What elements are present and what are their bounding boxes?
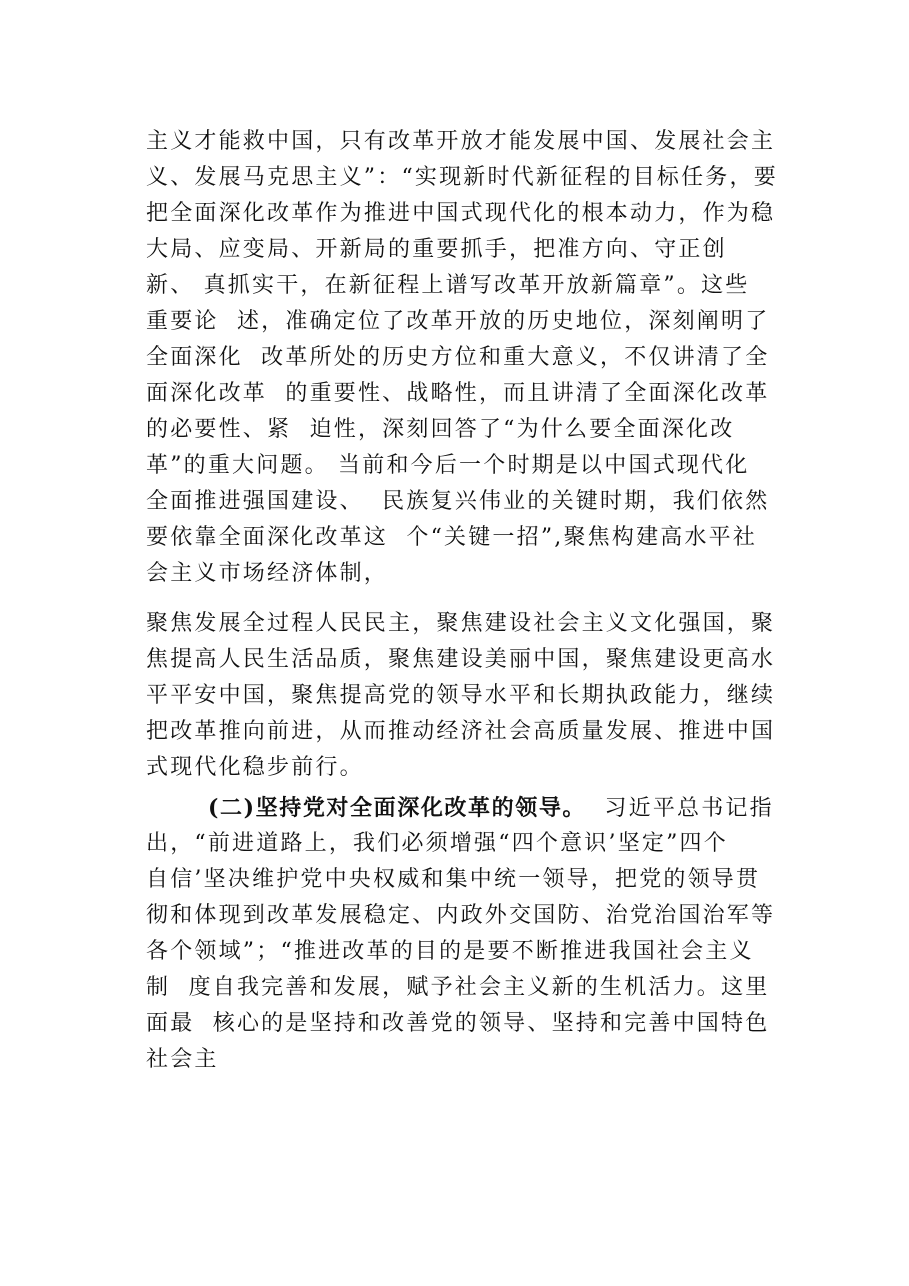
text-line: 全面推进强国建设、 民族复兴伟业的关键时期，我们依然 [146, 489, 770, 514]
text-line: 全面深化 改革所处的历史方位和重大意义，不仅讲清了全 [146, 345, 770, 370]
text-line: 平平安中国，聚焦提高党的领导水平和长期执政能力，继续 [146, 683, 776, 708]
text-line: 要依靠全面深化改革这 个“关键一招”,聚焦构建高水平社 [146, 525, 758, 550]
text-line: 新、 真抓实干，在新征程上谱写改革开放新篇章”。这些 [146, 273, 750, 298]
text-line: 主义才能救中国，只有改革开放才能发展中国、发展社会主 [146, 129, 776, 154]
heading-line-rest: 习近平总书记指 [586, 796, 774, 821]
text-line: 焦提高人民生活品质，聚焦建设美丽中国，聚焦建设更高水 [146, 647, 776, 672]
heading-line [146, 790, 776, 826]
paragraph-continuation [146, 124, 776, 592]
text-line: 面最 核心的是坚持和改善党的领导、坚持和完善中国特色 [146, 1011, 770, 1036]
text-line: 社会主 [146, 1047, 219, 1072]
text-line: 彻和体现到改革发展稳定、内政外交国防、治党治国治军等 [146, 903, 776, 928]
text-line: 把改革推向前进，从而推动经济社会高质量发展、推进中国 [146, 719, 776, 744]
text-line: 出，“前进道路上，我们必须增强“四个意识’坚定”四个 [146, 831, 728, 856]
text-line: 面深化改革 的重要性、战略性，而且讲清了全面深化改革 [146, 381, 770, 406]
text-line: 重要论 述，准确定位了改革开放的历史地位，深刻阐明了 [146, 309, 770, 334]
text-line: 制 度自我完善和发展，赋予社会主义新的生机活力。这里 [146, 975, 770, 1000]
text-line: 会主义市场经济体制， [146, 561, 389, 586]
text-line: 把全面深化改革作为推进中国式现代化的根本动力，作为稳 [146, 201, 776, 226]
text-line: 义、发展马克思主义”：“实现新时代新征程的目标任务，要 [146, 165, 778, 190]
text-line: 自信’坚决维护党中央权威和集中统一领导，把党的领导贯 [146, 867, 761, 892]
text-line: 各个领域”；“推进改革的目的是要不断推进我国社会主义 [146, 939, 754, 964]
paragraph-party-leadership [146, 790, 776, 1078]
text-line: 式现代化稳步前行。 [146, 755, 364, 780]
section-heading: (二)坚持党对全面深化改革的领导。 [208, 795, 587, 821]
text-line: 聚焦发展全过程人民民主，聚焦建设社会主义文化强国，聚 [146, 611, 776, 636]
paragraph-focus-list [146, 606, 776, 786]
text-line: 大局、应变局、开新局的重要抓手，把准方向、守正创 [146, 237, 727, 262]
text-line: 革”的重大问题。 当前和今后一个时期是以中国式现代化 [146, 453, 750, 478]
text-line: 的必要性、紧 迫性，深刻回答了“为什么要全面深化改 [146, 417, 735, 442]
